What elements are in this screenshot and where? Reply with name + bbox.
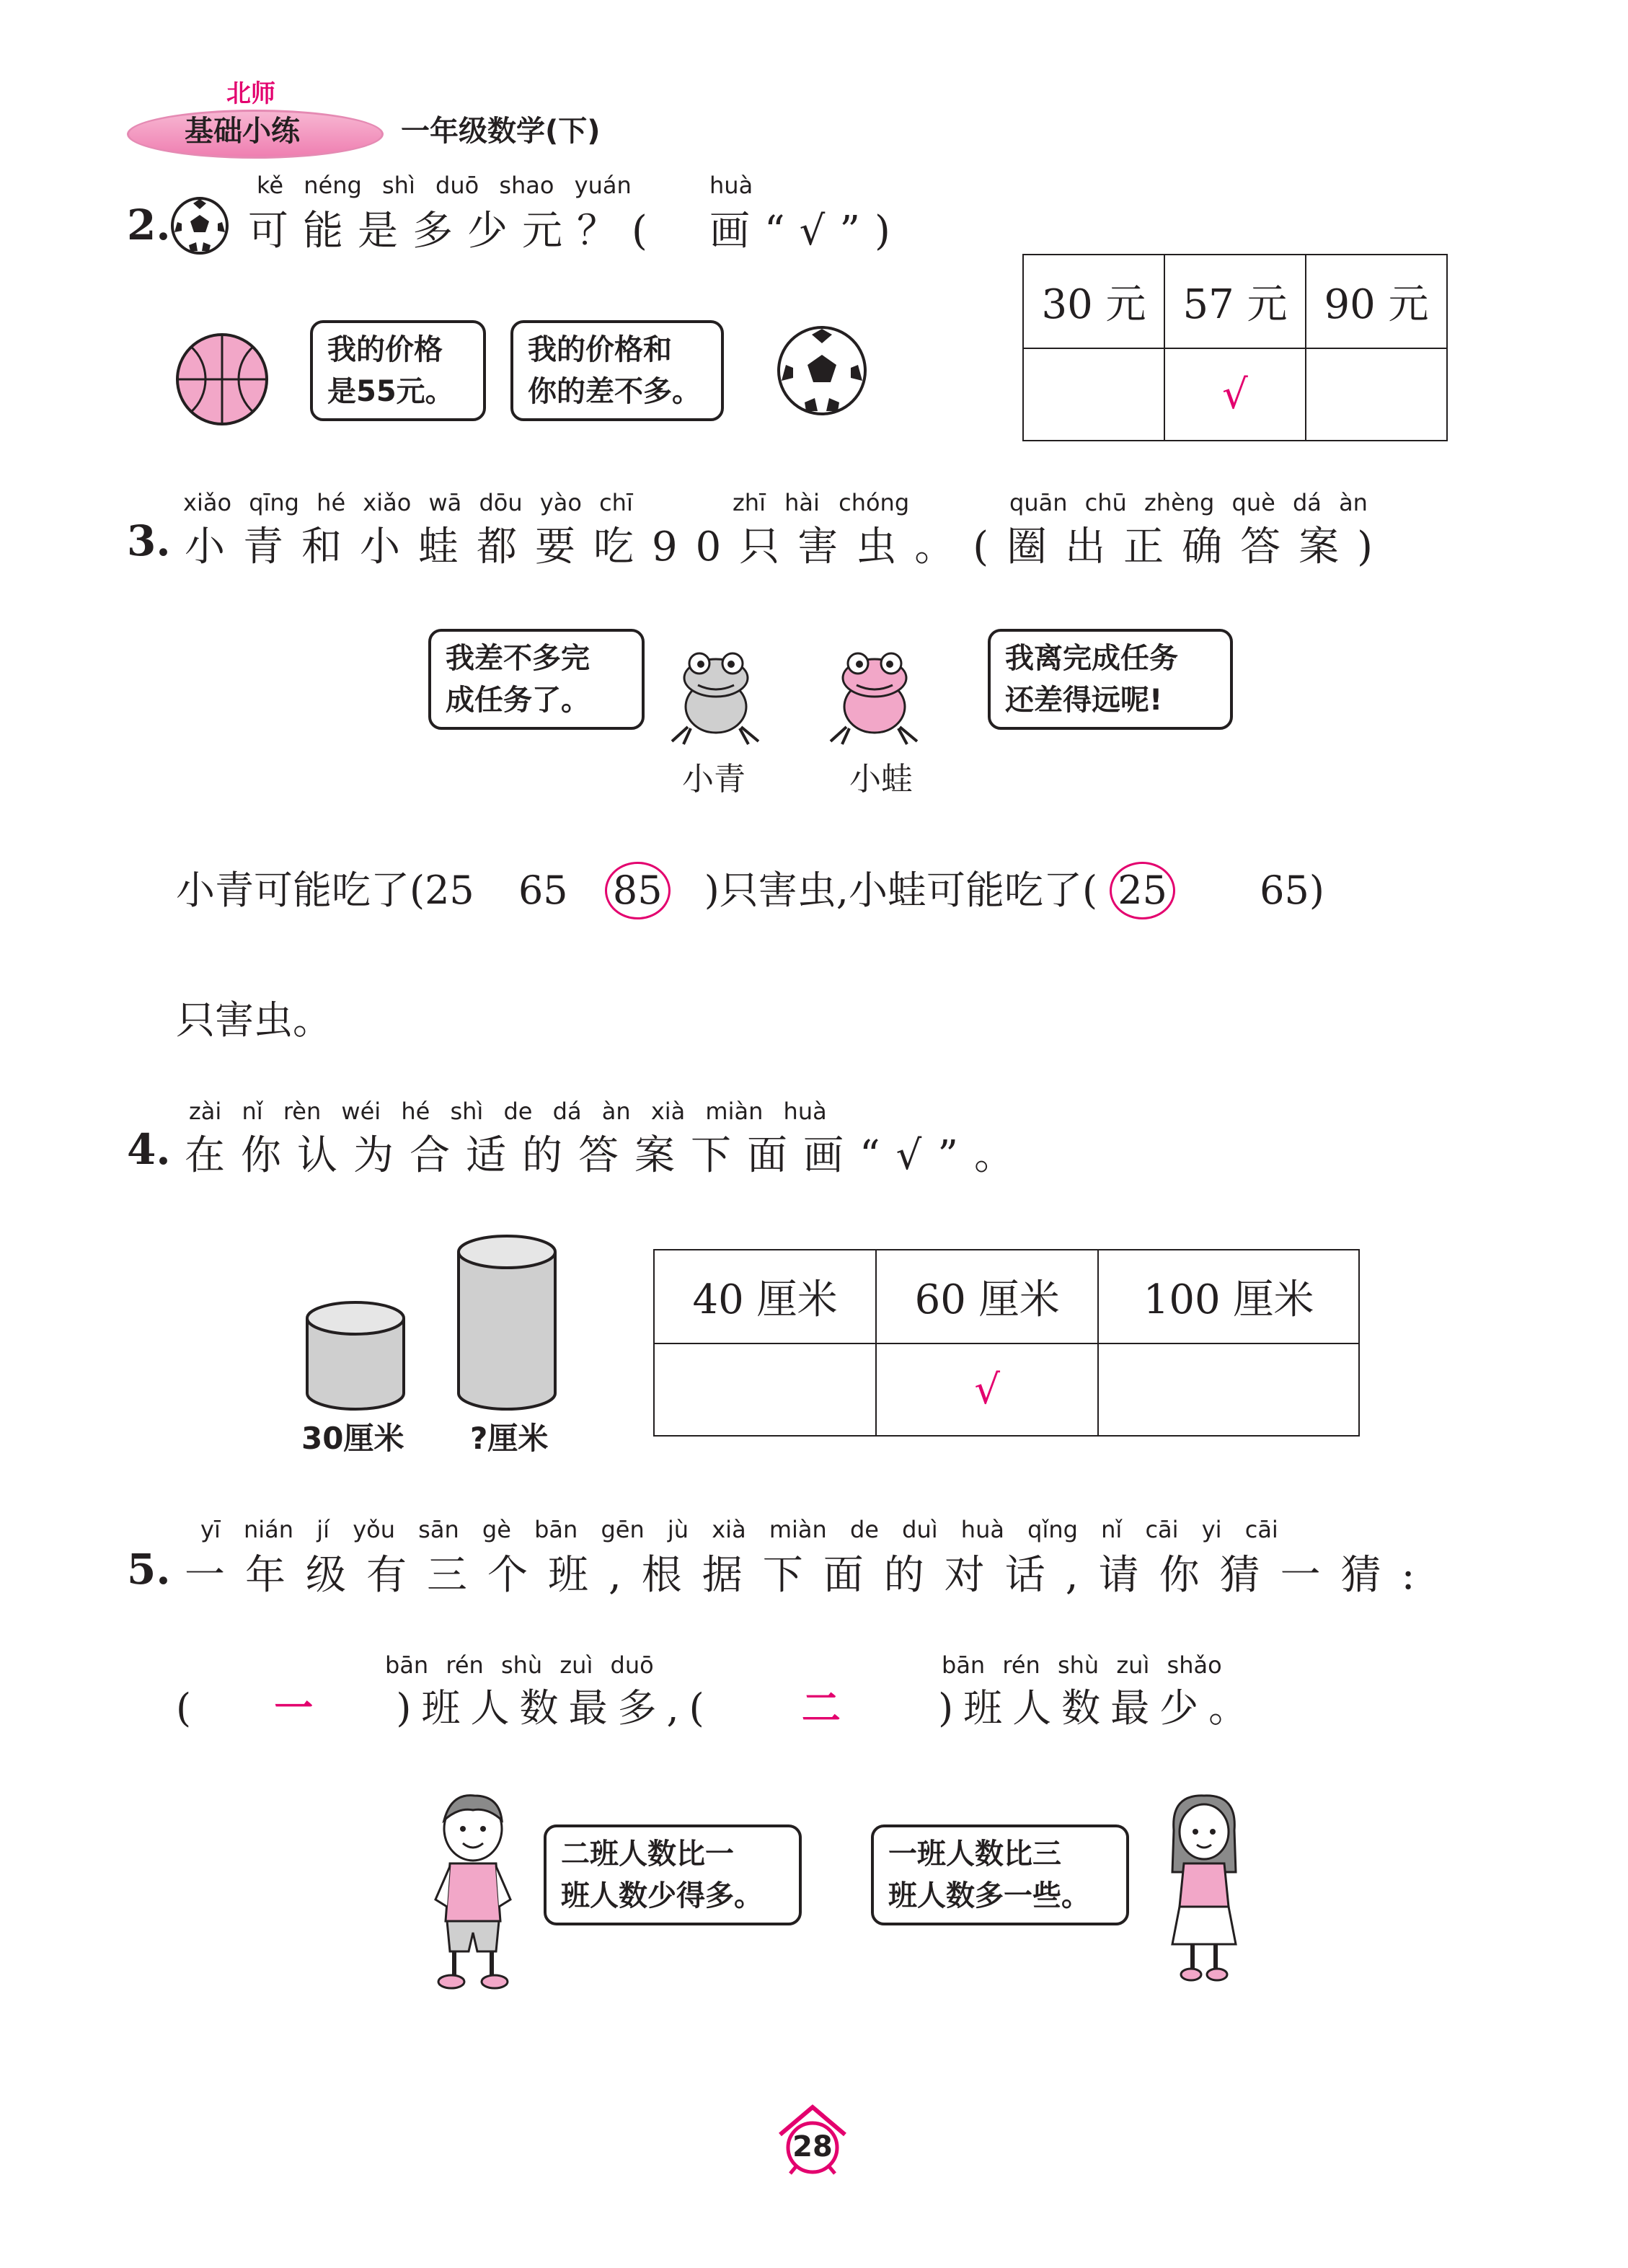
girl-speech-bubble <box>871 1824 1129 1925</box>
answer-cell[interactable] <box>1023 348 1164 441</box>
bubble-line: 一班人数比三 <box>888 1837 1061 1871</box>
frog-name-xiaowa: 小蛙 <box>849 761 913 798</box>
q2-number: 2. <box>127 200 171 250</box>
q5-pinyin-most: bān rén shù zuì duō <box>385 1651 654 1679</box>
q3-number: 3. <box>127 516 171 565</box>
bubble-line: 你的差不多。 <box>528 375 701 408</box>
soccer-speech-bubble <box>510 320 724 421</box>
pink-frog-icon <box>820 642 929 750</box>
page-number: 28 <box>792 2130 833 2163</box>
circled-option-25[interactable]: 25 <box>1110 862 1175 919</box>
bracket: ( <box>176 1685 202 1731</box>
tall-cylinder-icon <box>454 1232 559 1413</box>
height-option: 60 厘米 <box>876 1250 1098 1343</box>
bubble-line: 成任务了。 <box>446 684 590 717</box>
q3-pinyin-b: zhī hài chóng <box>733 489 910 516</box>
bubble-line: 我离完成任务 <box>1005 642 1178 675</box>
basketball-icon <box>173 330 271 428</box>
circled-option-85[interactable]: 85 <box>605 862 671 919</box>
xiaowa-speech-bubble <box>988 629 1233 730</box>
q3-answer-line-end: 只害虫。 <box>176 997 332 1043</box>
answer-text: 小青可能吃了(25 <box>176 868 474 913</box>
height-option: 40 厘米 <box>654 1250 876 1343</box>
boy-speech-bubble <box>544 1824 802 1925</box>
answer-cell[interactable]: √ <box>876 1343 1098 1436</box>
answer-least-class[interactable]: 二 <box>801 1685 851 1731</box>
book-header-badge <box>127 79 379 151</box>
book-name: 基础小练 <box>185 115 300 148</box>
series-name: 北师 <box>226 79 275 108</box>
bubble-line: 是55元。 <box>327 375 454 408</box>
frog-name-xiaoqing: 小青 <box>682 761 746 798</box>
bubble-line: 我差不多完 <box>446 642 590 675</box>
q3-pinyin-c: quān chū zhèng què dá àn <box>1009 489 1368 516</box>
short-cylinder-icon <box>303 1298 408 1413</box>
bubble-line: 二班人数比一 <box>561 1837 734 1871</box>
bubble-line: 我的价格 <box>327 333 443 366</box>
q5-number: 5. <box>127 1545 171 1594</box>
answer-text: )班人数最多,( <box>396 1685 715 1731</box>
q2-pinyin: kě néng shì duō shao yuán <box>257 172 632 199</box>
bubble-line: 我的价格和 <box>528 333 672 366</box>
q5-pinyin-least: bān rén shù zuì shǎo <box>942 1651 1222 1679</box>
boy-icon <box>430 1791 516 1993</box>
soccer-ball-icon <box>169 195 231 257</box>
soccer-ball-character-icon <box>774 323 870 418</box>
q2-price-table <box>1022 254 1448 441</box>
answer-cell[interactable] <box>1098 1343 1359 1436</box>
girl-icon <box>1161 1791 1247 1986</box>
q5-question: 一年级有三个班,根据下面的对话,请你猜一猜: <box>185 1552 1435 1599</box>
price-option: 57 元 <box>1164 255 1306 348</box>
height-option: 100 厘米 <box>1098 1250 1359 1343</box>
short-cylinder-label: 30厘米 <box>301 1421 404 1456</box>
price-option: 30 元 <box>1023 255 1164 348</box>
q4-number: 4. <box>127 1125 171 1174</box>
basketball-speech-bubble <box>310 320 486 421</box>
q2-pinyin-hua: huà <box>709 172 753 199</box>
answer-most-class[interactable]: 一 <box>274 1685 324 1731</box>
gray-frog-icon <box>662 642 770 750</box>
answer-cell[interactable] <box>1306 348 1447 441</box>
q4-height-table <box>653 1249 1360 1437</box>
option-65[interactable]: 65 <box>518 868 568 913</box>
tall-cylinder-label: ?厘米 <box>470 1421 549 1456</box>
grade-title: 一年级数学(下) <box>401 115 601 148</box>
answer-text: )班人数最少。 <box>938 1685 1258 1731</box>
bubble-line: 班人数多一些。 <box>888 1879 1090 1912</box>
q4-question: 在你认为合适的答案下面画“√”。 <box>185 1132 1030 1179</box>
q2-instruction: 画“√”) <box>709 208 905 255</box>
bubble-line: 还差得远呢! <box>1005 684 1163 717</box>
q5-pinyin: yī nián jí yǒu sān gè bān gēn jù xià miàn de duì huà qǐng nǐ cāi yi cāi <box>200 1516 1278 1543</box>
xiaoqing-speech-bubble <box>428 629 645 730</box>
q3-pinyin-a: xiǎo qīng hé xiǎo wā dōu yào chī <box>183 489 633 516</box>
answer-text: )只害虫,小蛙可能吃了( <box>704 868 1098 913</box>
q2-question: 可能是多少元？( <box>248 208 662 255</box>
option-65[interactable]: 65) <box>1260 868 1324 913</box>
q3-answer-line <box>176 860 1324 919</box>
answer-cell[interactable] <box>654 1343 876 1436</box>
q5-answer-line <box>176 1677 1257 1733</box>
answer-cell[interactable]: √ <box>1164 348 1306 441</box>
price-option: 90 元 <box>1306 255 1447 348</box>
q4-pinyin: zài nǐ rèn wéi hé shì de dá àn xià miàn huà <box>189 1098 827 1125</box>
q3-question: 小青和小蛙都要吃90只害虫。(圈出正确答案) <box>185 524 1391 570</box>
bubble-line: 班人数少得多。 <box>561 1879 763 1912</box>
